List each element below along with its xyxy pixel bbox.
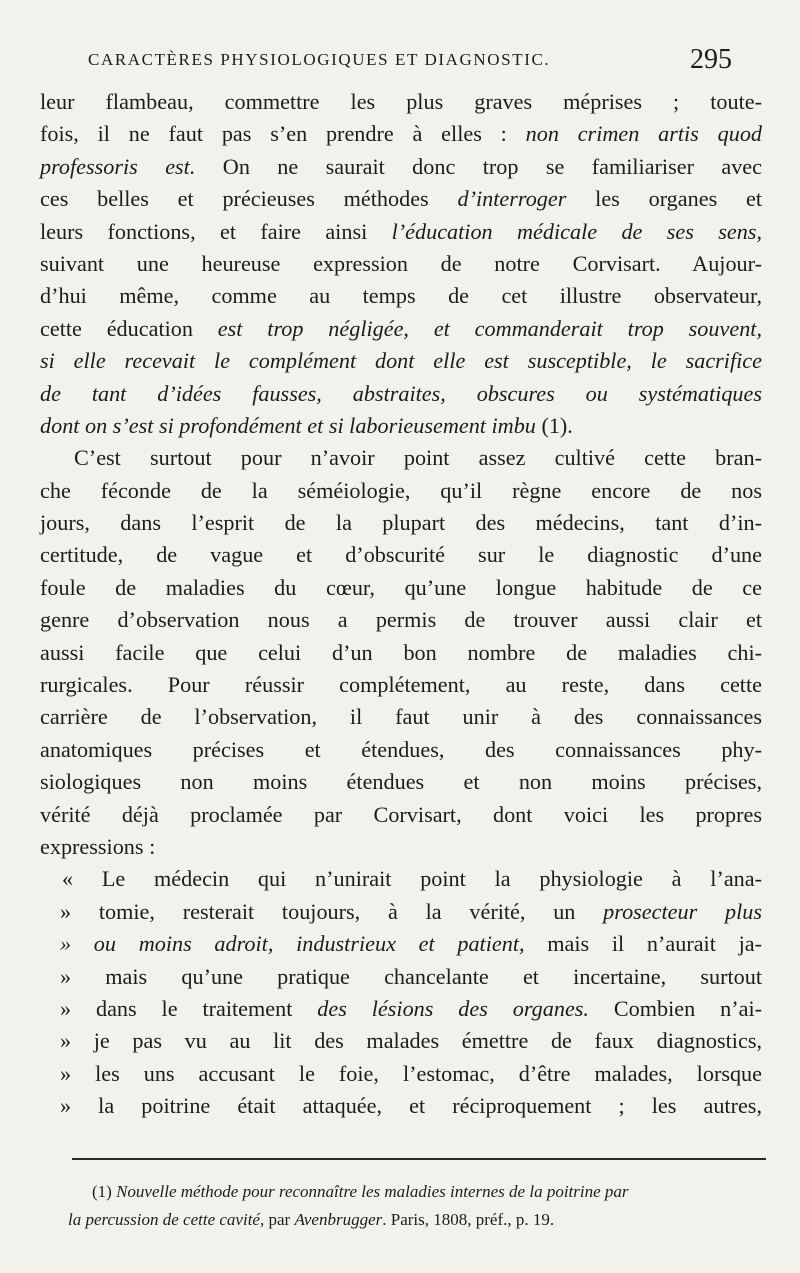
footnote-line: la percussion de cette cavité, par Avenbrugger. Paris, 1808, préf., p. 19. bbox=[68, 1210, 555, 1229]
quote-line: « Le médecin qui n’unirait point la physiologie à l’ana- bbox=[62, 866, 762, 892]
text-line: C’est surtout pour n’avoir point assez cultivé cette bran- bbox=[74, 445, 762, 471]
text-line: che féconde de la séméiologie, qu’il règne encore de nos bbox=[40, 477, 762, 503]
quote-line: » mais qu’une pratique chancelante et incertaine, surtout bbox=[60, 963, 762, 989]
text-line: certitude, de vague et d’obscurité sur le diagnostic d’une bbox=[40, 542, 762, 568]
text-line: de tant d’idées fausses, abstraites, obscures ou systématiques bbox=[40, 380, 762, 406]
text-line: si elle recevait le complément dont elle est susceptible, le sacrifice bbox=[40, 348, 762, 374]
text-line: genre d’observation nous a permis de trouver aussi clair et bbox=[40, 607, 762, 633]
text-line: cette éducation est trop négligée, et commanderait trop souvent, bbox=[40, 315, 762, 341]
page-header bbox=[88, 46, 738, 80]
page-number: 295 bbox=[690, 44, 732, 75]
text-line: d’hui même, comme au temps de cet illustre observateur, bbox=[40, 283, 762, 309]
footnote bbox=[68, 1178, 768, 1234]
text-line: siologiques non moins étendues et non moins précises, bbox=[40, 769, 762, 795]
quote-line: » je pas vu au lit des malades émettre de faux diagnostics, bbox=[60, 1028, 762, 1054]
footnote-line: (1) Nouvelle méthode pour reconnaître les maladies internes de la poitrine par bbox=[92, 1182, 629, 1201]
quote-line: » les uns accusant le foie, l’estomac, d’être malades, lorsque bbox=[60, 1060, 762, 1086]
text-line: jours, dans l’esprit de la plupart des médecins, tant d’in- bbox=[40, 510, 762, 536]
quote-line: » ou moins adroit, industrieux et patient, mais il n’aurait ja- bbox=[60, 931, 762, 957]
text-line: fois, il ne faut pas s’en prendre à elles : non crimen artis quod bbox=[40, 121, 763, 147]
quote-line: » tomie, resterait toujours, à la vérité, un prosecteur plus bbox=[60, 898, 762, 924]
text-line: dont on s’est si profondément et si laborieusement imbu (1). bbox=[40, 412, 573, 438]
quote-line: » la poitrine était attaquée, et réciproquement ; les autres, bbox=[60, 1093, 762, 1119]
body-text bbox=[40, 86, 762, 1123]
running-head: CARACTÈRES PHYSIOLOGIQUES ET DIAGNOSTIC. bbox=[88, 50, 551, 69]
text-line: leurs fonctions, et faire ainsi l’éducation médicale de ses sens, bbox=[40, 218, 762, 244]
text-line: aussi facile que celui d’un bon nombre de maladies chi- bbox=[40, 639, 762, 665]
text-line: vérité déjà proclamée par Corvisart, dont voici les propres bbox=[40, 801, 762, 827]
footnote-divider bbox=[72, 1158, 766, 1160]
text-line: anatomiques précises et étendues, des connaissances phy- bbox=[40, 736, 762, 762]
text-line: carrière de l’observation, il faut unir à des connaissances bbox=[40, 704, 762, 730]
text-line: ces belles et précieuses méthodes d’interroger les organes et bbox=[40, 186, 763, 212]
text-line: suivant une heureuse expression de notre Corvisart. Aujour- bbox=[40, 250, 762, 276]
text-line: foule de maladies du cœur, qu’une longue habitude de ce bbox=[40, 574, 762, 600]
text-line: expressions : bbox=[40, 833, 156, 859]
text-line: rurgicales. Pour réussir complétement, au reste, dans cette bbox=[40, 672, 762, 698]
quote-line: » dans le traitement des lésions des organes. Combien n’ai- bbox=[60, 995, 763, 1021]
text-line: professoris est. On ne saurait donc trop se familiariser avec bbox=[40, 153, 762, 179]
text-line: leur flambeau, commettre les plus graves méprises ; toute- bbox=[40, 89, 762, 114]
